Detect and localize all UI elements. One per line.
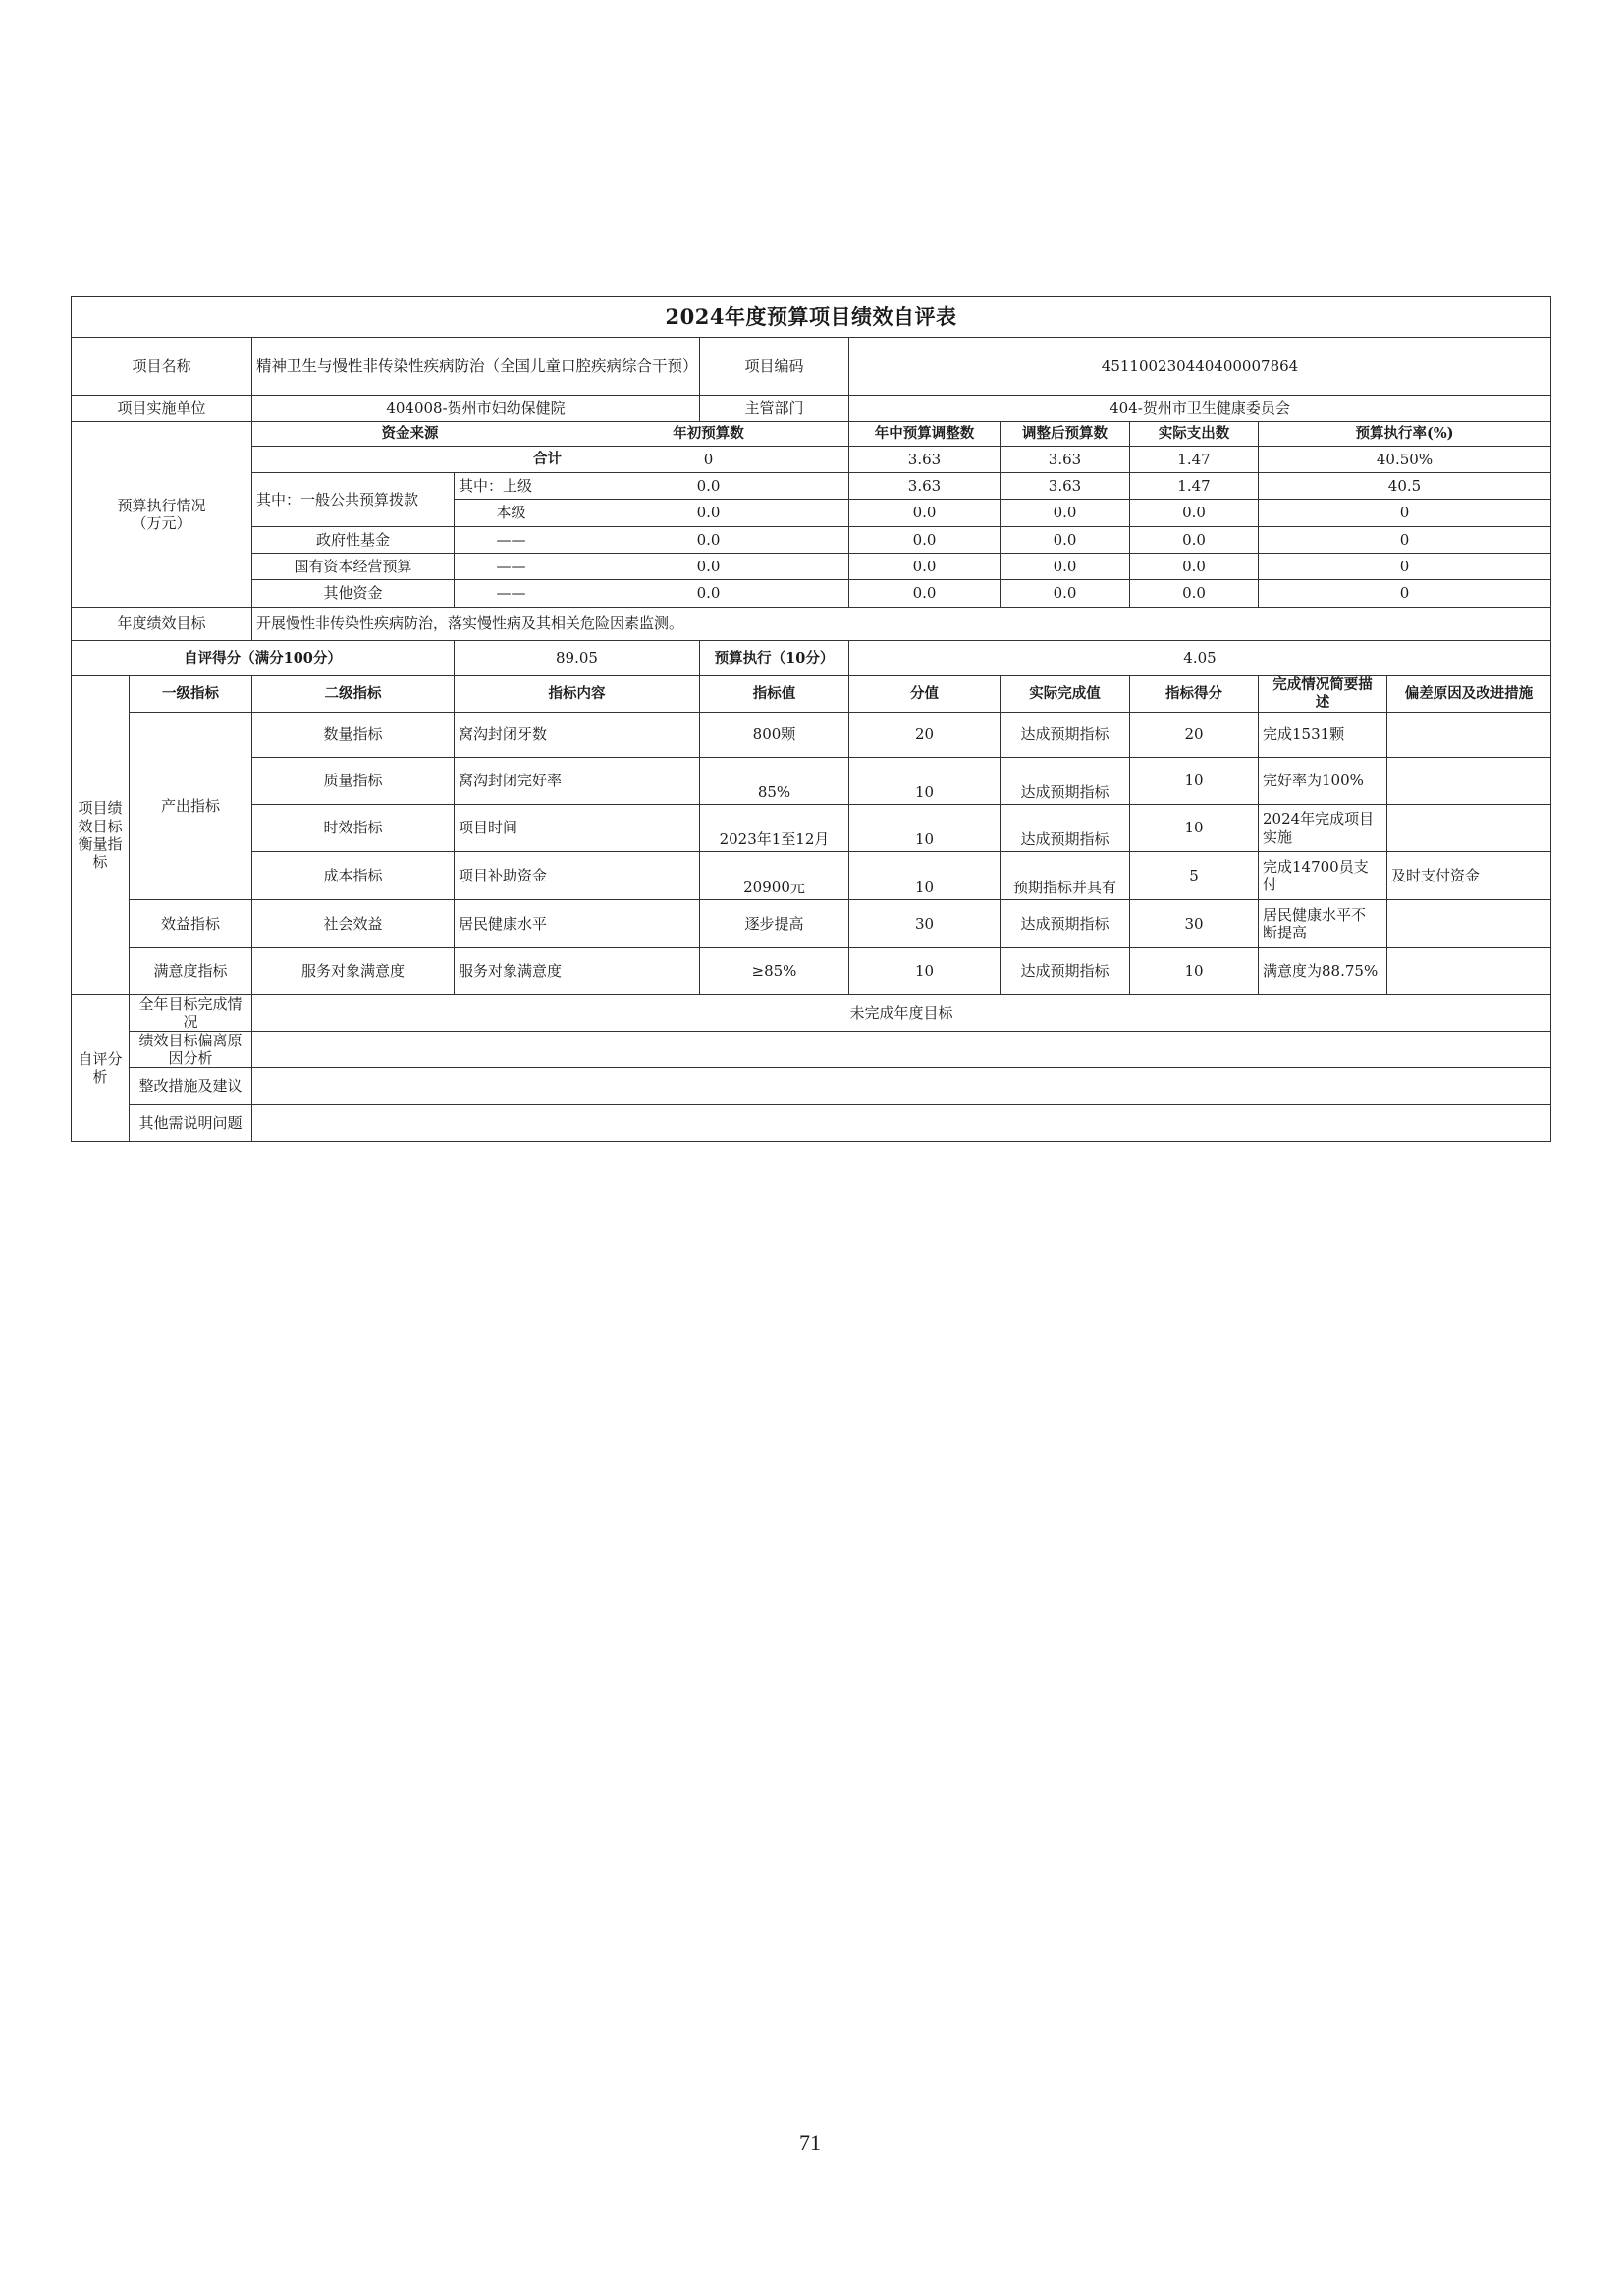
indicator-target: 2023年1至12月	[700, 805, 849, 852]
project-name-label: 项目名称	[72, 338, 252, 396]
page-number: 71	[799, 2130, 821, 2155]
budget-row-upper-label: 其中：上级	[455, 473, 568, 500]
budget-row-other-label: 其他资金	[252, 580, 455, 608]
self-eval-label-goal-completion: 全年目标完成情况	[130, 995, 252, 1032]
indicator-score: 10	[1130, 758, 1259, 805]
indicator-header-level2: 二级指标	[252, 676, 455, 713]
budget-cell: 0.0	[849, 580, 1001, 608]
indicator-weight: 10	[849, 948, 1001, 995]
deviation-reason	[1387, 805, 1551, 852]
indicator-actual: 达成预期指标	[1001, 900, 1130, 948]
self-score-label: 自评得分（满分100分）	[72, 641, 455, 676]
indicator-score: 20	[1130, 713, 1259, 758]
indicator-weight: 10	[849, 805, 1001, 852]
level2-indicator: 成本指标	[252, 852, 455, 900]
self-eval-label-deviation-analysis: 绩效目标偏离原因分析	[130, 1032, 252, 1068]
budget-cell: 1.47	[1130, 473, 1259, 500]
indicator-target: ≥85%	[700, 948, 849, 995]
self-eval-value-rectification	[252, 1068, 1551, 1105]
indicator-actual: 达成预期指标	[1001, 805, 1130, 852]
budget-cell: 0.0	[849, 554, 1001, 580]
budget-row-total-label: 合计	[252, 447, 568, 473]
level1-benefit: 效益指标	[130, 900, 252, 948]
budget-header-source: 资金来源	[252, 422, 568, 447]
indicator-weight: 30	[849, 900, 1001, 948]
budget-cell: 0.0	[1130, 580, 1259, 608]
budget-row-fund-dash: ——	[455, 527, 568, 554]
budget-row-local-label: 本级	[455, 500, 568, 527]
completion-description: 满意度为88.75%	[1259, 948, 1387, 995]
indicator-actual: 预期指标并具有	[1001, 852, 1130, 900]
budget-execution-label: 预算执行（10分）	[700, 641, 849, 676]
budget-header-rate: 预算执行率(%)	[1259, 422, 1551, 447]
self-eval-value-other-issues	[252, 1105, 1551, 1142]
budget-header-actual: 实际支出数	[1130, 422, 1259, 447]
self-eval-side-label: 自评分析	[72, 995, 130, 1142]
budget-cell: 0	[1259, 500, 1551, 527]
deviation-reason	[1387, 900, 1551, 948]
deviation-reason	[1387, 758, 1551, 805]
budget-section-label: 预算执行情况（万元）	[117, 496, 206, 532]
indicator-content: 窝沟封闭牙数	[455, 713, 700, 758]
budget-cell: 0.0	[568, 527, 849, 554]
self-eval-value-deviation-analysis	[252, 1032, 1551, 1068]
table-title: 2024年度预算项目绩效自评表	[72, 297, 1551, 338]
indicator-header-target: 指标值	[700, 676, 849, 713]
project-code-value: 451100230440400007864	[849, 338, 1551, 396]
budget-cell: 0.0	[1001, 527, 1130, 554]
completion-description: 完好率为100%	[1259, 758, 1387, 805]
indicator-content: 服务对象满意度	[455, 948, 700, 995]
level2-indicator: 数量指标	[252, 713, 455, 758]
deviation-reason	[1387, 713, 1551, 758]
budget-cell: 0.0	[1001, 500, 1130, 527]
self-score-value: 89.05	[455, 641, 700, 676]
budget-cell: 0.0	[849, 500, 1001, 527]
annual-goal-label: 年度绩效目标	[72, 608, 252, 641]
indicator-content: 窝沟封闭完好率	[455, 758, 700, 805]
indicator-weight: 20	[849, 713, 1001, 758]
indicator-content: 项目时间	[455, 805, 700, 852]
completion-description: 居民健康水平不断提高	[1259, 900, 1387, 948]
budget-section-cell	[72, 422, 252, 608]
budget-general-label: 其中：一般公共预算拨款	[252, 473, 455, 527]
indicator-header-content: 指标内容	[455, 676, 700, 713]
indicator-target: 800颗	[700, 713, 849, 758]
budget-cell: 0.0	[1130, 554, 1259, 580]
indicator-content: 项目补助资金	[455, 852, 700, 900]
budget-execution-value: 4.05	[849, 641, 1551, 676]
indicator-target: 逐步提高	[700, 900, 849, 948]
budget-row-state-capital-label: 国有资本经营预算	[252, 554, 455, 580]
budget-cell: 0.0	[568, 554, 849, 580]
level1-satisfaction: 满意度指标	[130, 948, 252, 995]
indicator-actual: 达成预期指标	[1001, 713, 1130, 758]
indicator-score: 10	[1130, 805, 1259, 852]
indicator-header-deviation: 偏差原因及改进措施	[1387, 676, 1551, 713]
budget-cell: 3.63	[849, 447, 1001, 473]
budget-cell: 0.0	[1001, 554, 1130, 580]
budget-header-initial: 年初预算数	[568, 422, 849, 447]
deviation-reason: 及时支付资金	[1387, 852, 1551, 900]
budget-row-state-capital-dash: ——	[455, 554, 568, 580]
budget-cell: 0.0	[568, 500, 849, 527]
indicator-weight: 10	[849, 852, 1001, 900]
indicator-content: 居民健康水平	[455, 900, 700, 948]
budget-cell: 0.0	[1130, 527, 1259, 554]
indicator-header-actual: 实际完成值	[1001, 676, 1130, 713]
self-eval-label-other-issues: 其他需说明问题	[130, 1105, 252, 1142]
project-name-value: 精神卫生与慢性非传染性疾病防治（全国儿童口腔疾病综合干预）	[252, 338, 700, 396]
level2-indicator: 质量指标	[252, 758, 455, 805]
annual-goal-text: 开展慢性非传染性疾病防治，落实慢性病及其相关危险因素监测。	[252, 608, 1551, 641]
budget-cell: 0	[1259, 527, 1551, 554]
completion-description: 完成14700员支付	[1259, 852, 1387, 900]
indicator-header-level1: 一级指标	[130, 676, 252, 713]
budget-cell: 40.50%	[1259, 447, 1551, 473]
performance-self-evaluation-table	[71, 296, 1551, 1142]
indicator-score: 30	[1130, 900, 1259, 948]
budget-cell: 3.63	[1001, 473, 1130, 500]
supervising-dept-value: 404-贺州市卫生健康委员会	[849, 396, 1551, 422]
budget-header-midyear: 年中预算调整数	[849, 422, 1001, 447]
level2-indicator: 社会效益	[252, 900, 455, 948]
budget-row-fund-label: 政府性基金	[252, 527, 455, 554]
project-code-label: 项目编码	[700, 338, 849, 396]
indicator-header-weight: 分值	[849, 676, 1001, 713]
budget-cell: 40.5	[1259, 473, 1551, 500]
budget-cell: 0	[568, 447, 849, 473]
budget-cell: 0.0	[1001, 580, 1130, 608]
budget-row-other-dash: ——	[455, 580, 568, 608]
supervising-dept-label: 主管部门	[700, 396, 849, 422]
budget-cell: 0.0	[849, 527, 1001, 554]
indicator-target: 85%	[700, 758, 849, 805]
indicator-target: 20900元	[700, 852, 849, 900]
indicator-score: 10	[1130, 948, 1259, 995]
completion-description: 2024年完成项目实施	[1259, 805, 1387, 852]
indicator-weight: 10	[849, 758, 1001, 805]
budget-cell: 0	[1259, 554, 1551, 580]
implementing-unit-label: 项目实施单位	[72, 396, 252, 422]
budget-cell: 1.47	[1130, 447, 1259, 473]
budget-cell: 0	[1259, 580, 1551, 608]
indicator-score: 5	[1130, 852, 1259, 900]
level2-indicator: 时效指标	[252, 805, 455, 852]
completion-description: 完成1531颗	[1259, 713, 1387, 758]
level1-output: 产出指标	[130, 713, 252, 900]
indicator-actual: 达成预期指标	[1001, 758, 1130, 805]
indicator-header-description: 完成情况简要描述	[1259, 676, 1387, 713]
implementing-unit-value: 404008-贺州市妇幼保健院	[252, 396, 700, 422]
budget-header-adjusted: 调整后预算数	[1001, 422, 1130, 447]
level2-indicator: 服务对象满意度	[252, 948, 455, 995]
self-eval-label-rectification: 整改措施及建议	[130, 1068, 252, 1105]
indicator-header-score: 指标得分	[1130, 676, 1259, 713]
budget-cell: 0.0	[568, 580, 849, 608]
self-eval-value-goal-completion: 未完成年度目标	[252, 995, 1551, 1032]
budget-cell: 0.0	[568, 473, 849, 500]
budget-cell: 3.63	[849, 473, 1001, 500]
budget-cell: 0.0	[1130, 500, 1259, 527]
budget-cell: 3.63	[1001, 447, 1130, 473]
indicator-actual: 达成预期指标	[1001, 948, 1130, 995]
deviation-reason	[1387, 948, 1551, 995]
indicators-side-label: 项目绩效目标衡量指标	[72, 676, 130, 995]
